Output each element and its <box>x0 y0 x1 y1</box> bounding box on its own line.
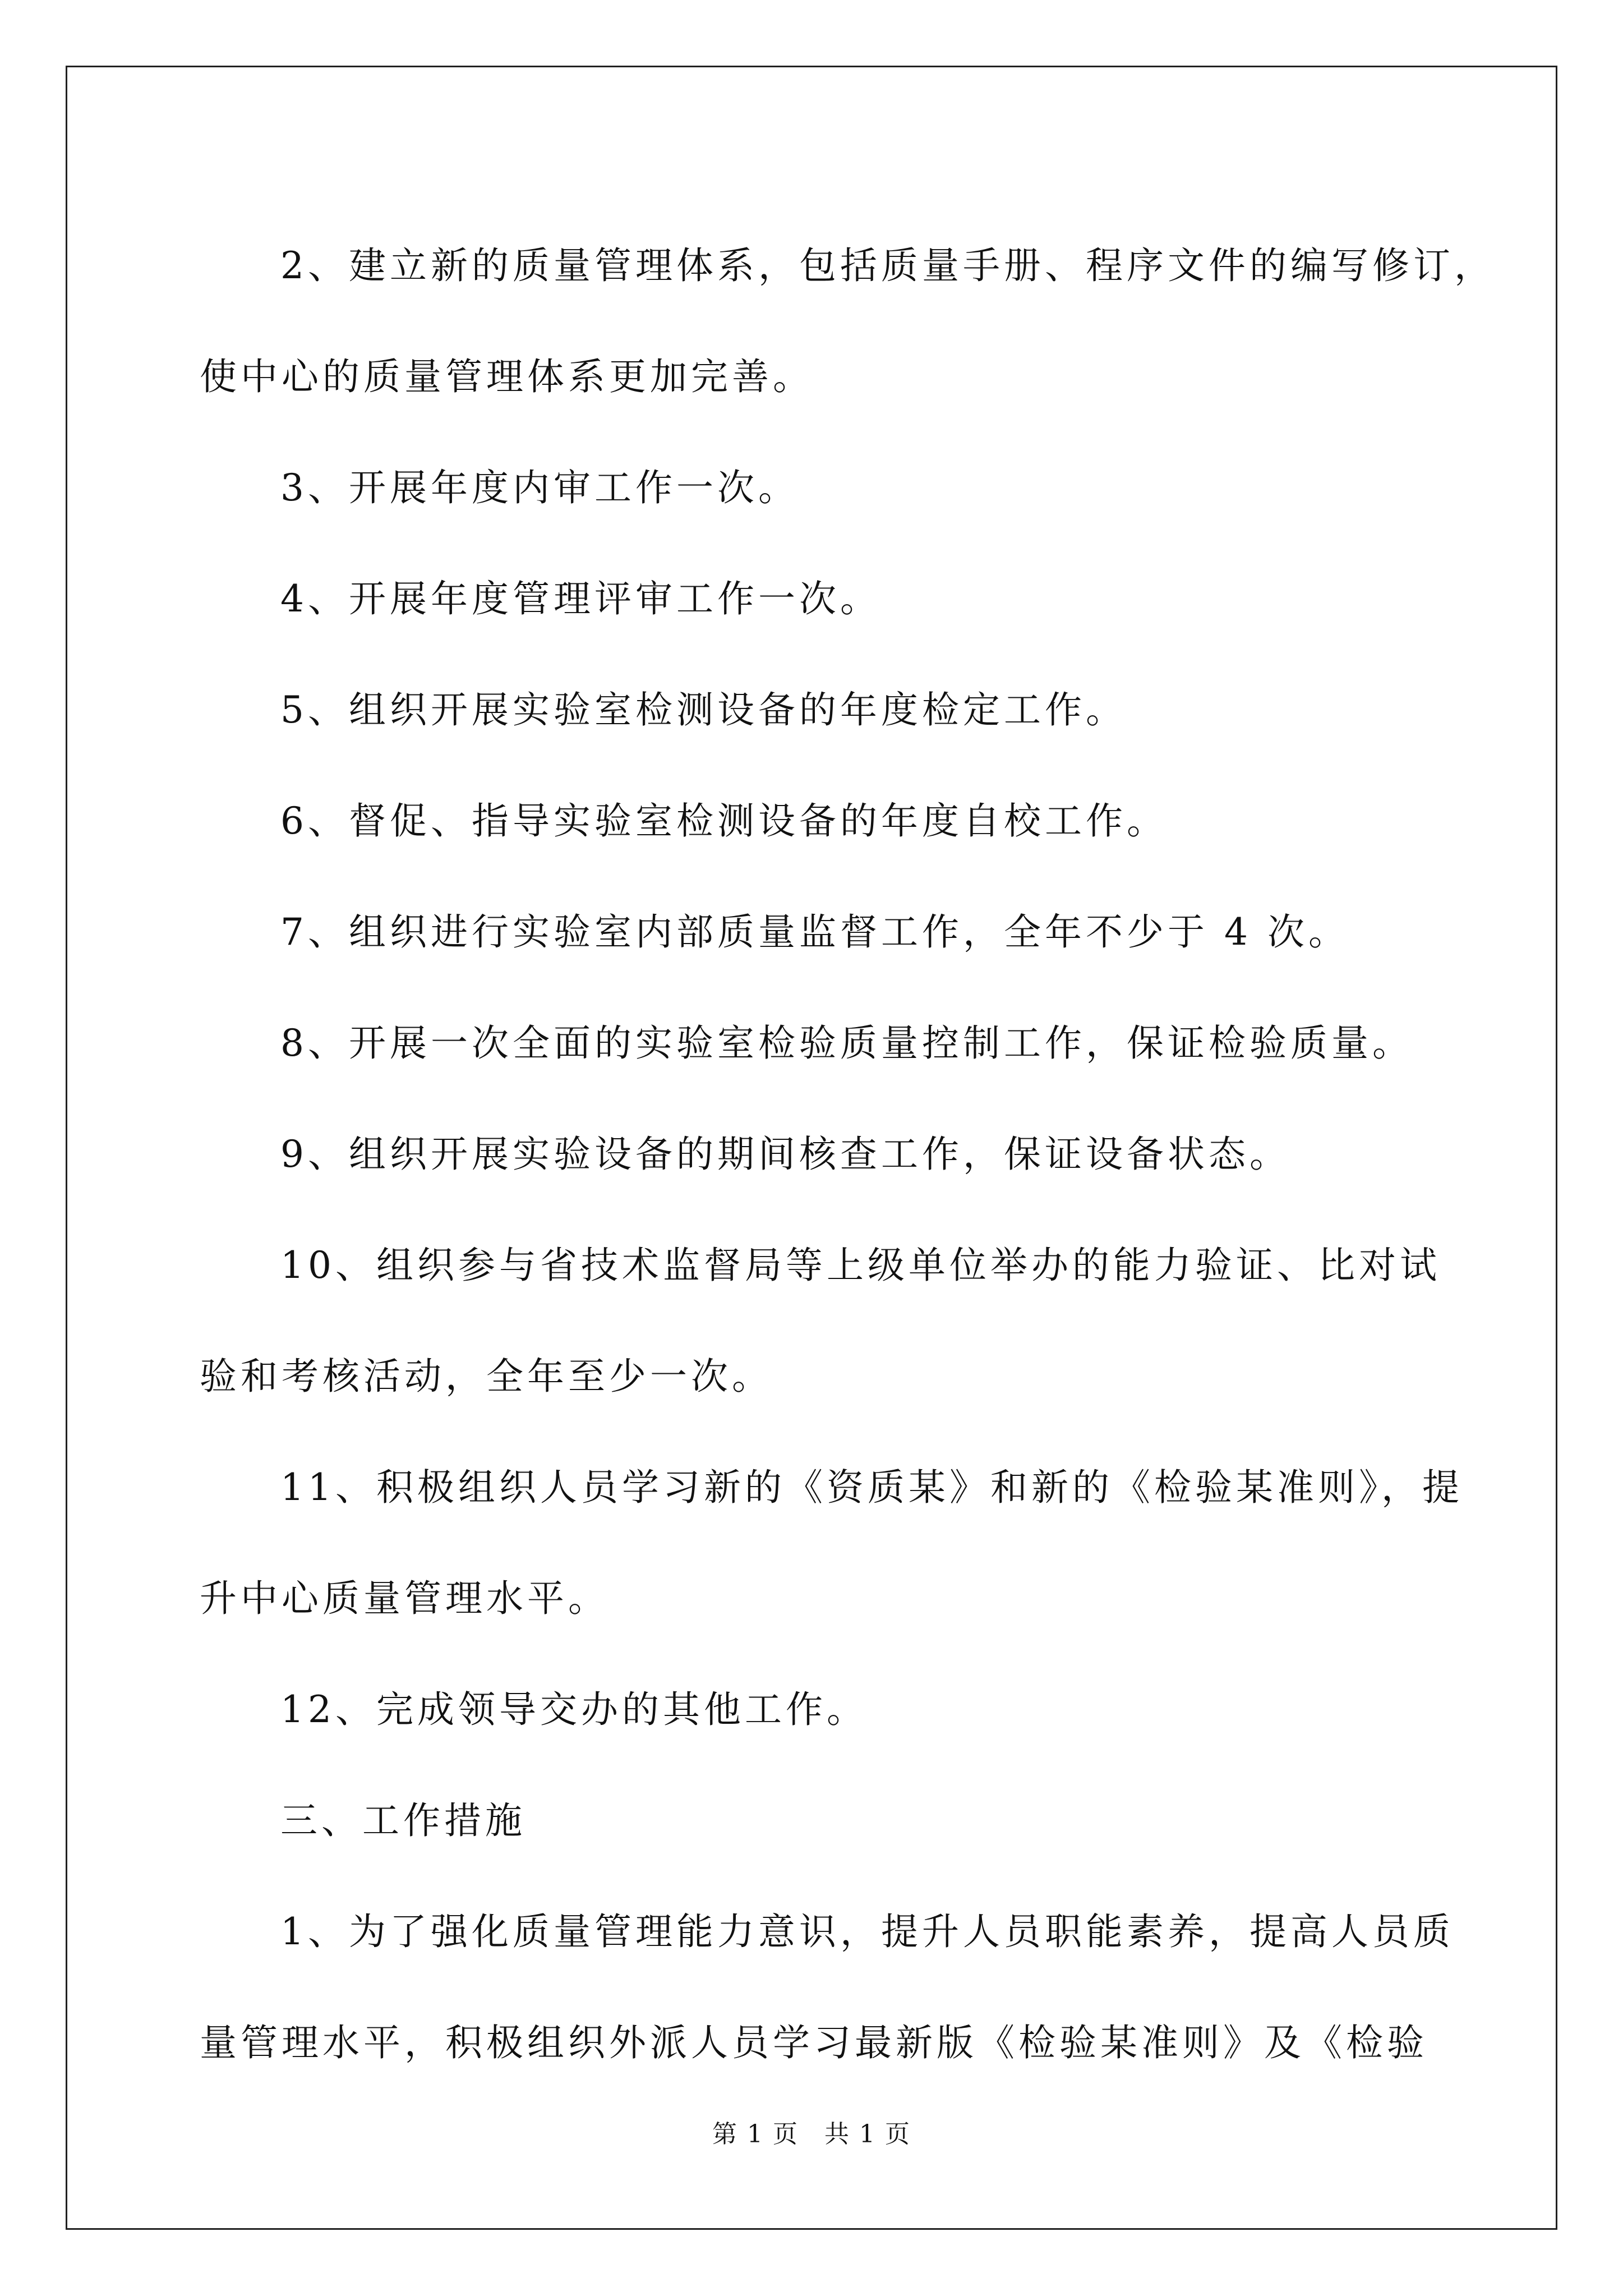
paragraph-line: 2、建立新的质量管理体系，包括质量手册、程序文件的编写修订， <box>280 244 1495 287</box>
paragraph-line: 7、组织进行实验室内部质量监督工作，全年不少于 4 次。 <box>280 910 1349 954</box>
paragraph-line: 11、积极组织人员学习新的《资质某》和新的《检验某准则》，提 <box>280 1466 1463 1509</box>
paragraph-line: 8、开展一次全面的实验室检验质量控制工作，保证检验质量。 <box>280 1022 1413 1065</box>
paragraph-line: 10、组织参与省技术监督局等上级单位举办的能力验证、比对试 <box>280 1244 1441 1287</box>
page-number-footer: 第 1 页 共 1 页 <box>712 2120 911 2148</box>
section-heading: 三、工作措施 <box>280 1799 526 1842</box>
paragraph-line: 使中心的质量管理体系更加完善。 <box>200 355 814 398</box>
paragraph-line: 1、为了强化质量管理能力意识，提升人员职能素养，提高人员质 <box>280 1910 1454 1953</box>
paragraph-line: 5、组织开展实验室检测设备的年度检定工作。 <box>280 688 1127 731</box>
paragraph-line: 量管理水平，积极组织外派人员学习最新版《检验某准则》及《检验 <box>200 2021 1428 2064</box>
document-body <box>200 210 1495 2099</box>
paragraph-line: 12、完成领导交办的其他工作。 <box>280 1688 868 1731</box>
paragraph-line: 6、督促、指导实验室检测设备的年度自校工作。 <box>280 799 1168 843</box>
paragraph-line: 升中心质量管理水平。 <box>200 1577 609 1620</box>
paragraph-line: 验和考核活动，全年至少一次。 <box>200 1355 773 1398</box>
paragraph-line: 3、开展年度内审工作一次。 <box>280 466 799 509</box>
paragraph-line: 4、开展年度管理评审工作一次。 <box>280 577 881 620</box>
paragraph-line: 9、组织开展实验设备的期间核查工作，保证设备状态。 <box>280 1133 1290 1176</box>
